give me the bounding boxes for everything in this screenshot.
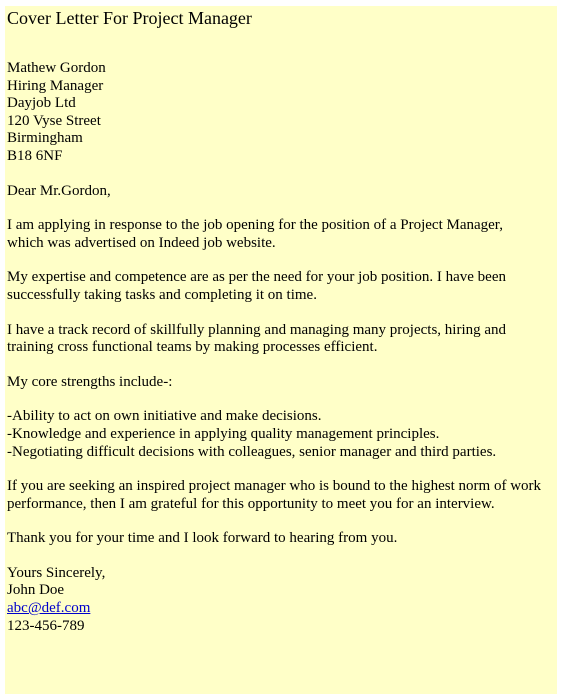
paragraph-line: successfully taking tasks and completing it on time. [7,286,317,303]
paragraph-closing [7,478,555,513]
strength-item: -Negotiating difficult decisions with colleagues, senior manager and third parties. [7,443,497,460]
paragraph-line: performance, then I am grateful for this opportunity to meet you for an interview. [7,495,495,512]
strength-item: -Ability to act on own initiative and make decisions. [7,408,322,425]
recipient-title: Hiring Manager [7,77,104,94]
paragraph-application [7,217,555,252]
letter-title: Cover Letter For Project Manager [7,8,252,28]
signer-name: John Doe [7,582,65,599]
paragraph-line: I have a track record of skillfully planning and managing many projects, hiring and [7,321,507,338]
paragraph-line: If you are seeking an inspired project manager who is bound to the highest norm of work [7,478,542,495]
recipient-street: 120 Vyse Street [7,112,101,129]
recipient-company: Dayjob Ltd [7,95,76,112]
letter-page [5,6,557,694]
strengths-list [7,408,555,461]
signature-block [7,565,555,635]
salutation: Dear Mr.Gordon, [7,182,111,199]
recipient-address [7,60,555,166]
strength-item: -Knowledge and experience in applying quality management principles. [7,425,440,442]
paragraph-line: which was advertised on Indeed job website. [7,234,276,251]
thanks-line: Thank you for your time and I look forward to hearing from you. [7,530,398,547]
recipient-city: Birmingham [7,130,83,147]
phone-number: 123-456-789 [7,617,85,634]
paragraph-line: My expertise and competence are as per the need for your job position. I have been [7,269,506,286]
recipient-name: Mathew Gordon [7,60,106,76]
recipient-postcode: B18 6NF [7,147,63,164]
paragraph-line: I am applying in response to the job opening for the position of a Project Manager, [7,217,503,234]
paragraph-track-record [7,322,555,357]
paragraph-expertise [7,269,555,304]
strengths-intro: My core strengths include-: [7,373,173,390]
signoff: Yours Sincerely, [7,564,106,581]
email-link[interactable]: abc@def.com [7,600,91,617]
paragraph-line: training cross functional teams by making processes efficient. [7,339,378,356]
